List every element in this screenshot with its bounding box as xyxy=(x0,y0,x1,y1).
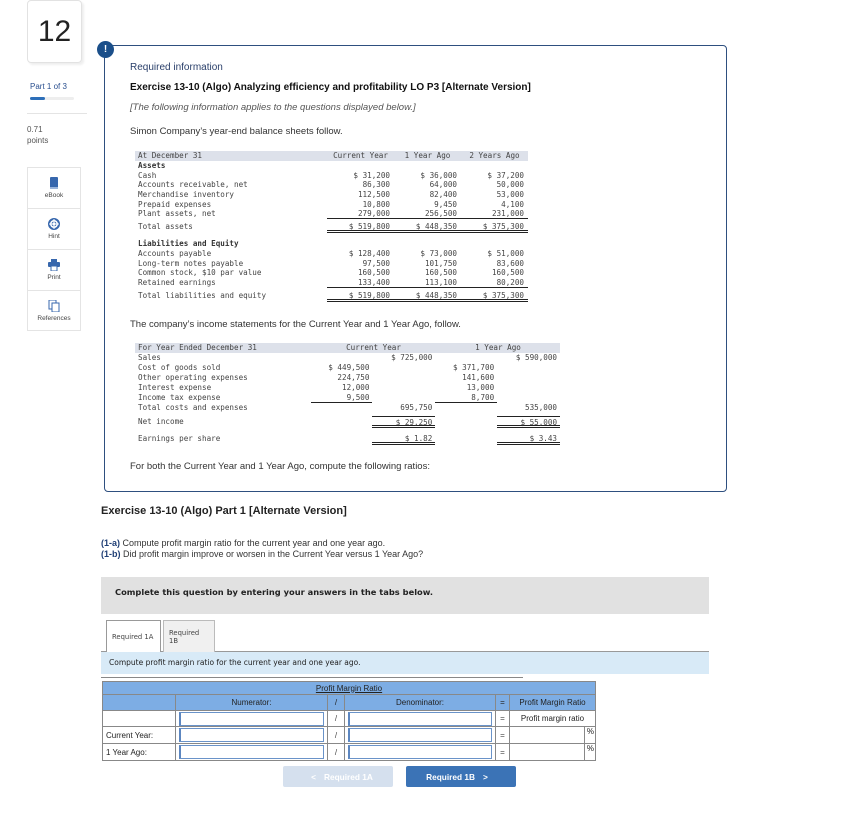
tab-bar xyxy=(101,620,709,652)
section-label xyxy=(135,161,528,171)
question-1a xyxy=(101,538,385,548)
cell: $ 725,000 xyxy=(391,353,433,362)
part-indicator: Part 1 of 3 xyxy=(30,82,67,91)
required-information-heading: Required information xyxy=(130,62,223,73)
cell: 224,750 xyxy=(337,373,370,382)
divider xyxy=(101,677,523,678)
cell: 256,500 xyxy=(394,209,461,219)
print-label: Print xyxy=(47,274,61,281)
total-row xyxy=(135,291,528,302)
profit-margin-table xyxy=(102,681,596,761)
cell: $ 31,200 xyxy=(353,170,390,180)
question-tag: (1-b) xyxy=(101,549,121,559)
hint-label: Hint xyxy=(48,233,60,240)
header-1-year-ago: 1 Year Ago xyxy=(404,151,451,160)
row-label: Sales xyxy=(138,353,161,362)
cell: 112,500 xyxy=(357,190,390,200)
percent-sign: % xyxy=(586,727,594,736)
cell: 83,600 xyxy=(496,258,524,268)
current-year-result-input[interactable] xyxy=(510,727,585,743)
cell: 10,800 xyxy=(362,199,390,209)
part-title: Exercise 13-10 (Algo) Part 1 [Alternate Version] xyxy=(101,505,347,517)
result-label: Profit margin ratio xyxy=(510,711,596,727)
table-row xyxy=(135,268,528,278)
cell: $ 449,500 xyxy=(328,363,370,372)
table-row xyxy=(103,744,596,761)
cell: 97,500 xyxy=(362,258,390,268)
table-row xyxy=(135,363,560,373)
row-label: Common stock, $10 par value xyxy=(138,268,262,278)
exercise-note: [The following information applies to the questions displayed below.] xyxy=(130,102,416,113)
points xyxy=(27,124,48,146)
cell: $ 519,800 xyxy=(327,291,394,302)
numerator-header: Numerator: xyxy=(176,695,328,711)
prev-label: Required 1A xyxy=(323,771,373,782)
table-header xyxy=(135,343,560,353)
cell: 82,400 xyxy=(429,190,457,200)
tool-list xyxy=(27,167,81,331)
slash: / xyxy=(328,727,345,744)
cell: $ 128,400 xyxy=(348,248,390,258)
table-row xyxy=(135,393,560,403)
cell: $ 371,700 xyxy=(453,363,495,372)
part-progress-bar xyxy=(30,97,74,100)
cell: $ 448,350 xyxy=(394,291,461,302)
cell: 101,750 xyxy=(424,258,457,268)
cell: $ 37,200 xyxy=(487,170,524,180)
cell: 160,500 xyxy=(491,268,524,278)
slash: / xyxy=(328,695,345,711)
exercise-title: Exercise 13-10 (Algo) Analyzing efficiency and profitability LO P3 [Alternate Version] xyxy=(130,82,531,93)
net-income-row xyxy=(135,416,560,428)
cell: 50,000 xyxy=(496,180,524,190)
question-text: Did profit margin improve or worsen in the Current Year versus 1 Year Ago? xyxy=(120,549,424,559)
row-label: 1 Year Ago: xyxy=(103,744,176,761)
equals: = xyxy=(496,695,510,711)
header-current-year: Current Year xyxy=(333,151,388,160)
cell: 535,000 xyxy=(525,403,558,412)
cell: 160,500 xyxy=(424,268,457,278)
cell: 64,000 xyxy=(429,180,457,190)
cell: 13,000 xyxy=(466,383,495,392)
print-button[interactable] xyxy=(27,249,81,290)
references-button[interactable] xyxy=(27,290,81,331)
tab-instruction: Compute profit margin ratio for the current year and one year ago. xyxy=(101,652,709,674)
chevron-right-icon: > xyxy=(483,771,488,782)
table-title-row xyxy=(103,682,596,695)
tab-required-1b[interactable]: Required 1B xyxy=(163,620,215,652)
row-label: Income tax expense xyxy=(138,393,221,402)
section-label xyxy=(135,239,528,249)
row-label: Other operating expenses xyxy=(138,373,248,382)
percent-sign: % xyxy=(586,744,594,753)
income-statement-table xyxy=(135,343,560,445)
row-label: Total costs and expenses xyxy=(138,403,248,412)
balance-sheet-intro: Simon Company’s year-end balance sheets follow. xyxy=(130,126,343,137)
cell: 160,500 xyxy=(357,268,390,278)
cell: 12,000 xyxy=(342,383,370,392)
slash: / xyxy=(328,744,345,761)
header-label: At December 31 xyxy=(138,151,203,160)
balance-sheet-table xyxy=(135,151,528,302)
header-current-year: Current Year xyxy=(346,343,401,352)
cell: $ 519,800 xyxy=(327,222,394,233)
row-label: Total assets xyxy=(138,222,193,232)
row-label xyxy=(103,711,176,727)
table-row xyxy=(135,209,528,219)
table-row xyxy=(135,278,528,288)
slash: / xyxy=(328,711,345,727)
documents-icon xyxy=(48,300,60,312)
row-label: Interest expense xyxy=(138,383,212,392)
cell: 4,100 xyxy=(501,199,524,209)
table-row xyxy=(135,180,528,190)
tab-required-1a[interactable]: Required 1A xyxy=(106,620,161,653)
complete-instruction-bar: Complete this question by entering your answers in the tabs below. xyxy=(101,577,709,614)
row-label: Net income xyxy=(138,417,184,426)
row-label: Earnings per share xyxy=(138,434,221,443)
cell: $ 51,000 xyxy=(487,248,524,258)
year-ago-numerator-input[interactable] xyxy=(179,745,324,759)
printer-icon xyxy=(48,259,60,271)
numerator-label-input[interactable] xyxy=(179,712,324,726)
table-row xyxy=(135,190,528,200)
hint-button[interactable] xyxy=(27,208,81,249)
row-label: Plant assets, net xyxy=(138,209,216,219)
table-row xyxy=(135,383,560,393)
book-icon xyxy=(48,177,60,189)
row-label: Total liabilities and equity xyxy=(138,290,267,300)
cell: $ 590,000 xyxy=(515,353,558,362)
row-label: Accounts receivable, net xyxy=(138,180,248,190)
table-row xyxy=(135,373,560,383)
cell: $ 36,000 xyxy=(420,170,457,180)
table-row xyxy=(135,353,560,363)
question-text: Compute profit margin ratio for the current year and one year ago. xyxy=(120,538,386,548)
question-1b xyxy=(101,549,423,559)
cell: 86,300 xyxy=(362,180,390,190)
lifebuoy-icon xyxy=(48,218,60,230)
current-year-numerator-input[interactable] xyxy=(179,728,324,742)
divider xyxy=(27,113,87,114)
next-required-1b-button[interactable] xyxy=(406,766,516,787)
next-label: Required 1B xyxy=(426,771,475,782)
denominator-label-input[interactable] xyxy=(348,712,492,726)
cell: $ 375,300 xyxy=(461,222,528,233)
prev-required-1a-button[interactable] xyxy=(283,766,393,787)
row-label: Cost of goods sold xyxy=(138,363,221,372)
header-label: For Year Ended December 31 xyxy=(138,343,257,352)
table-row xyxy=(135,259,528,269)
cell: 53,000 xyxy=(496,190,524,200)
denominator-header: Denominator: xyxy=(345,695,496,711)
cell: $ 375,300 xyxy=(461,291,528,302)
cell: 80,200 xyxy=(461,278,528,288)
references-label: References xyxy=(37,314,71,322)
year-ago-denominator-input[interactable] xyxy=(348,745,492,759)
row-label: Cash xyxy=(138,170,157,180)
table-row xyxy=(135,403,560,413)
table-row xyxy=(135,171,528,181)
cell: 133,400 xyxy=(327,278,394,288)
points-label: points xyxy=(27,136,49,145)
eps-row xyxy=(135,433,560,445)
cell: $ 55,000 xyxy=(497,416,560,428)
row-label: Accounts payable xyxy=(138,248,212,258)
table-row xyxy=(135,249,528,259)
cell: 231,000 xyxy=(461,209,528,219)
cell: $ 1.82 xyxy=(372,433,435,445)
current-year-denominator-input[interactable] xyxy=(348,728,492,742)
row-label: Long-term notes payable xyxy=(138,258,244,268)
points-value: 0.71 xyxy=(27,125,43,134)
question-tag: (1-a) xyxy=(101,538,121,548)
cell: 9,450 xyxy=(434,199,457,209)
table-row xyxy=(103,727,596,744)
income-statement-intro: The company’s income statements for the Current Year and 1 Year Ago, follow. xyxy=(130,319,461,330)
row-label: Current Year: xyxy=(103,727,176,744)
chevron-left-icon: < xyxy=(311,771,316,782)
ebook-label: eBook xyxy=(44,192,64,199)
row-label: Prepaid expenses xyxy=(138,199,212,209)
ratios-intro: For both the Current Year and 1 Year Ago, compute the following ratios: xyxy=(130,461,430,472)
row-label: Retained earnings xyxy=(138,277,216,287)
assets-label: Assets xyxy=(138,161,166,170)
equals: = xyxy=(496,744,510,761)
question-number: 12 xyxy=(27,0,82,63)
table-title: Profit Margin Ratio xyxy=(315,683,383,693)
cell: 113,100 xyxy=(394,278,461,288)
table-row xyxy=(103,711,596,727)
cell: 279,000 xyxy=(327,209,394,219)
equals: = xyxy=(496,727,510,744)
table-row xyxy=(135,200,528,210)
header-1-year-ago: 1 Year Ago xyxy=(475,343,521,352)
year-ago-result-input[interactable] xyxy=(510,744,585,760)
cell: 695,750 xyxy=(400,403,433,412)
cell: 141,600 xyxy=(462,373,495,382)
alert-icon: ! xyxy=(97,41,114,58)
result-header: Profit Margin Ratio xyxy=(510,695,596,711)
row-label: Merchandise inventory xyxy=(138,190,235,200)
equals: = xyxy=(496,711,510,727)
cell: $ 3.43 xyxy=(497,433,560,445)
header-2-years-ago: 2 Years Ago xyxy=(469,151,520,160)
ebook-button[interactable] xyxy=(27,167,81,208)
table-header xyxy=(135,151,528,161)
cell: $ 448,350 xyxy=(394,222,461,233)
cell: $ 29,250 xyxy=(372,416,435,428)
table-header xyxy=(103,695,596,711)
cell: $ 73,000 xyxy=(420,248,457,258)
cell: 9,500 xyxy=(311,393,373,403)
liabilities-label: Liabilities and Equity xyxy=(138,239,239,249)
cell: 8,700 xyxy=(435,393,497,403)
total-row xyxy=(135,222,528,233)
